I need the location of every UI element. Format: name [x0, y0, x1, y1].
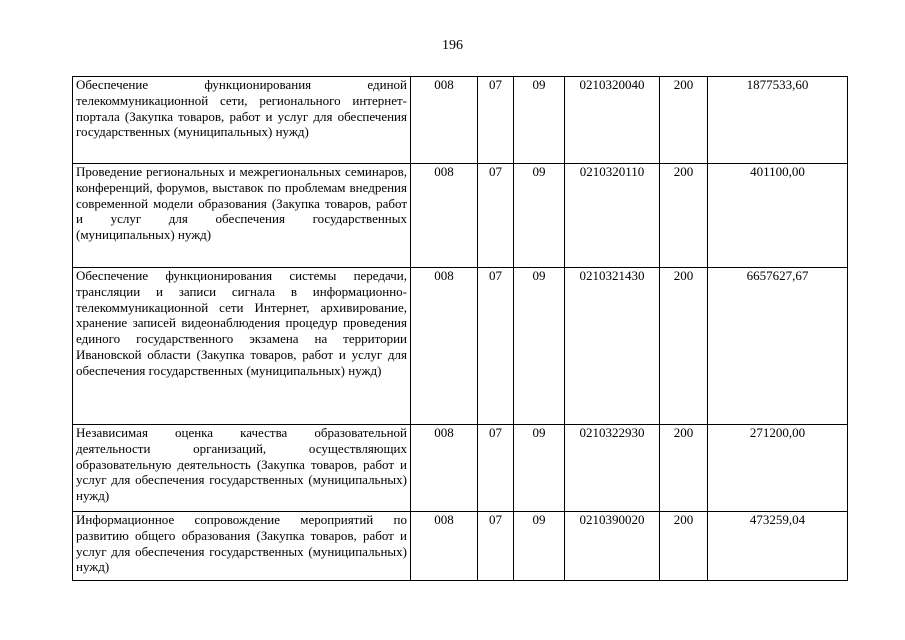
subsection-code: 09	[514, 164, 565, 268]
amount-value: 6657627,67	[708, 268, 848, 425]
section-code: 07	[478, 164, 514, 268]
ministry-code: 008	[411, 164, 478, 268]
table-row	[73, 77, 848, 164]
ministry-code: 008	[411, 77, 478, 164]
row-description: Проведение региональных и межрегиональных семинаров, конференций, форумов, выставок по проблемам внедрения современной модели образования (Закупка товаров, работ и услуг для обеспечения государственных (муниципальных) нужд)	[73, 164, 411, 268]
budget-table	[72, 76, 848, 581]
target-article-code: 0210321430	[565, 268, 660, 425]
table-row	[73, 268, 848, 425]
expense-type-code: 200	[660, 164, 708, 268]
target-article-code: 0210322930	[565, 425, 660, 512]
target-article-code: 0210320040	[565, 77, 660, 164]
expense-type-code: 200	[660, 512, 708, 581]
row-description: Независимая оценка качества образовательной деятельности организаций, осуществляющих образовательную деятельность (Закупка товаров, работ и услуг для обеспечения государственных (муниципальных) нужд)	[73, 425, 411, 512]
row-description: Обеспечение функционирования системы передачи, трансляции и записи сигнала в информационно-телекоммуникационной сети Интернет, архивирование, хранение записей видеонаблюдения процедур проведения единого государственного экзамена на территории Ивановской области (Закупка товаров, работ и услуг для обеспечения государственных (муниципальных) нужд)	[73, 268, 411, 425]
row-description: Информационное сопровождение мероприятий по развитию общего образования (Закупка товаров, работ и услуг для обеспечения государственных (муниципальных) нужд)	[73, 512, 411, 581]
section-code: 07	[478, 268, 514, 425]
amount-value: 271200,00	[708, 425, 848, 512]
section-code: 07	[478, 512, 514, 581]
section-code: 07	[478, 425, 514, 512]
page-number: 196	[442, 38, 463, 53]
ministry-code: 008	[411, 512, 478, 581]
table-row	[73, 512, 848, 581]
amount-value: 473259,04	[708, 512, 848, 581]
expense-type-code: 200	[660, 77, 708, 164]
subsection-code: 09	[514, 268, 565, 425]
target-article-code: 0210390020	[565, 512, 660, 581]
section-code: 07	[478, 77, 514, 164]
target-article-code: 0210320110	[565, 164, 660, 268]
table-row	[73, 164, 848, 268]
amount-value: 1877533,60	[708, 77, 848, 164]
table-row	[73, 425, 848, 512]
amount-value: 401100,00	[708, 164, 848, 268]
expense-type-code: 200	[660, 425, 708, 512]
subsection-code: 09	[514, 425, 565, 512]
subsection-code: 09	[514, 77, 565, 164]
ministry-code: 008	[411, 425, 478, 512]
subsection-code: 09	[514, 512, 565, 581]
row-description: Обеспечение функционирования единой телекоммуникационной сети, регионального интернет-портала (Закупка товаров, работ и услуг для обеспечения государственных (муниципальных) нужд)	[73, 77, 411, 164]
ministry-code: 008	[411, 268, 478, 425]
expense-type-code: 200	[660, 268, 708, 425]
